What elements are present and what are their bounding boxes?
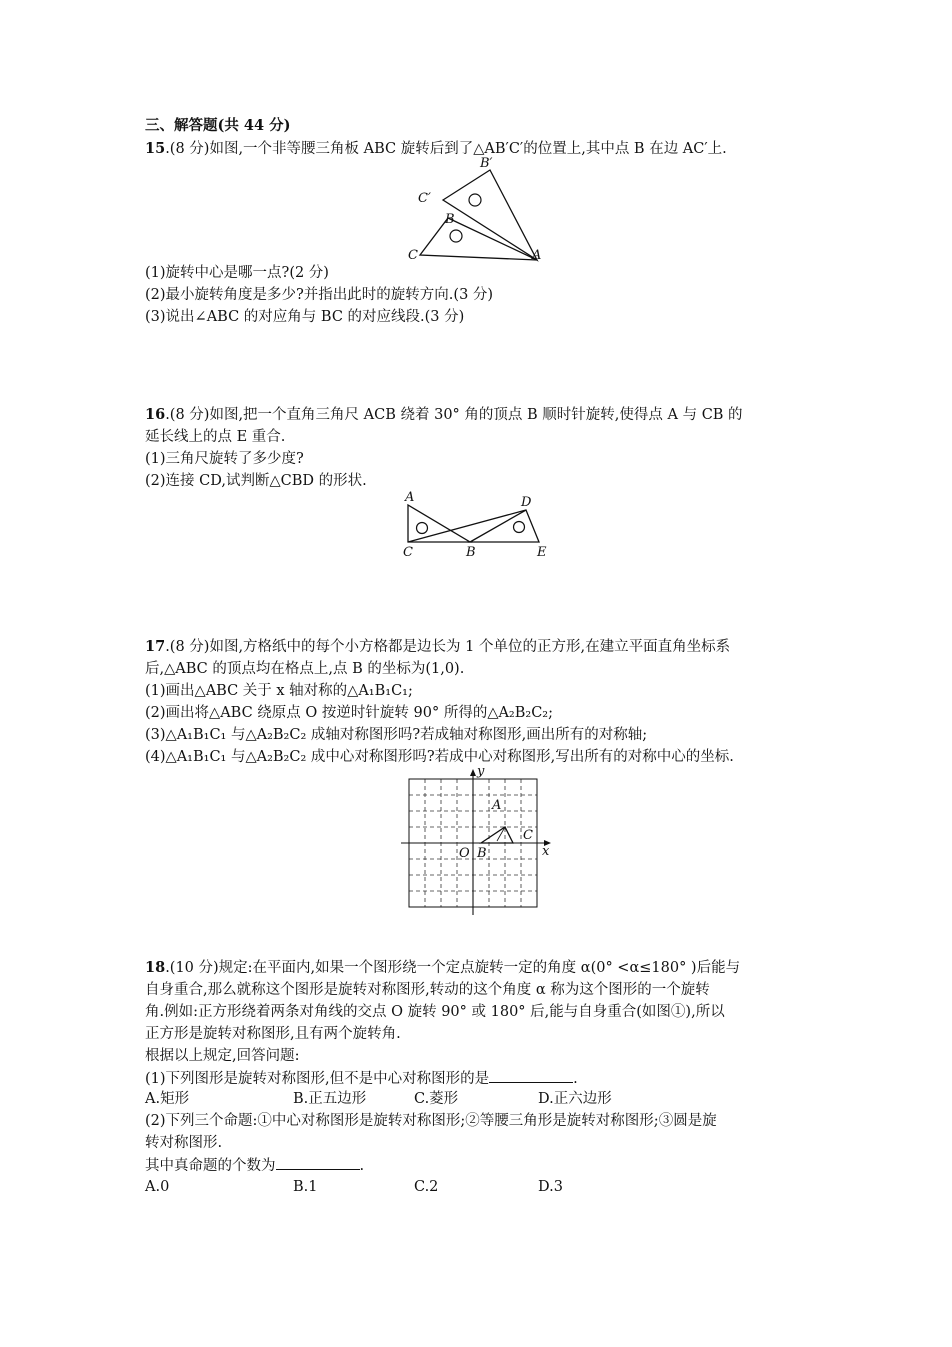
q18-part-2-line-1: (2)下列三个命题:①中心对称图形是旋转对称图形;②等腰三角形是旋转对称图形;③圆是旋: [145, 1113, 717, 1129]
q18-part-1-answer-blank[interactable]: [489, 1068, 573, 1083]
section-heading: 三、解答题(共 44 分): [145, 117, 291, 134]
q15-figure: [400, 155, 560, 265]
q16-line-CD: [408, 510, 526, 542]
q15-part-2: (2)最小旋转角度是多少?并指出此时的旋转方向.(3 分): [145, 287, 494, 303]
q15-number: 15: [145, 140, 166, 157]
q15-part-1: (1)旋转中心是哪一点?(2 分): [145, 265, 329, 281]
q17-label-C: C: [523, 828, 533, 843]
q16-label-B: B: [466, 545, 476, 560]
q17-number: 17: [145, 638, 166, 655]
q16-number: 16: [145, 406, 166, 423]
q17-coordinate-grid: [395, 763, 555, 918]
q18-part-2-end-mark: .: [359, 1158, 365, 1174]
q16-label-C: C: [403, 545, 413, 560]
q15-label-Cp: C′: [418, 191, 431, 206]
q15-stem-text: .(8 分)如图,一个非等腰三角板 ABC 旋转后到了△AB′C′的位置上,其中点 B 在边 AC′上.: [165, 141, 727, 157]
q16-part-1: (1)三角尺旋转了多少度?: [145, 451, 304, 467]
q18-stem-line-4: 正方形是旋转对称图形,且有两个旋转角.: [145, 1026, 401, 1042]
q17-part-4: (4)△A₁B₁C₁ 与△A₂B₂C₂ 成中心对称图形吗?若成中心对称图形,写出所有的对称中心的坐标.: [145, 749, 734, 765]
q16-stem-text: .(8 分)如图,把一个直角三角尺 ACB 绕着 30° 角的顶点 B 顺时针旋转,使得点 A 与 CB 的: [165, 407, 743, 423]
q16-figure: [398, 488, 558, 563]
q16-label-D: D: [521, 495, 532, 510]
q18-p2-option-b: B.1: [293, 1179, 318, 1195]
q17-label-y: y: [477, 764, 485, 779]
q16-part-2: (2)连接 CD,试判断△CBD 的形状.: [145, 473, 367, 489]
q17-part-1: (1)画出△ABC 关于 x 轴对称的△A₁B₁C₁;: [145, 683, 413, 699]
q18-stem-line-1: [145, 958, 740, 978]
q18-part-1: [145, 1068, 578, 1089]
q16-hole-left: [417, 523, 428, 534]
q18-p2-option-c: C.2: [414, 1179, 439, 1195]
q15-label-B: B: [445, 212, 455, 227]
q18-p1-option-a: A.矩形: [145, 1091, 190, 1107]
q18-part-1-end-mark: .: [573, 1071, 578, 1087]
q18-part-2-answer-blank[interactable]: [276, 1155, 360, 1170]
q17-label-A: A: [492, 798, 502, 813]
q18-part-2-line-2: 转对称图形.: [145, 1135, 223, 1151]
q15-label-C: C: [408, 248, 418, 263]
q17-stem-line-1: [145, 637, 730, 657]
q18-part-1-text: (1)下列图形是旋转对称图形,但不是中心对称图形的是: [145, 1071, 490, 1087]
q15-label-A: A: [532, 248, 542, 263]
q16-stem-line-2: 延长线上的点 E 重合.: [145, 429, 286, 445]
q18-stem-line-3: 角.例如:正方形绕着两条对角线的交点 O 旋转 90° 或 180° 后,能与自身重合(如图①),所以: [145, 1004, 725, 1020]
q17-part-3: (3)△A₁B₁C₁ 与△A₂B₂C₂ 成轴对称图形吗?若成轴对称图形,画出所有的对称轴;: [145, 727, 648, 743]
q15-triangle-ABpCp: [443, 170, 537, 260]
q16-triangle-ACB: [408, 505, 470, 542]
q17-label-O: O: [459, 846, 470, 861]
q15-triangle-ABC: [420, 218, 537, 260]
q18-p1-option-b: B.正五边形: [293, 1091, 367, 1107]
q15-hole-bottom: [450, 230, 462, 242]
q17-label-B: B: [477, 846, 487, 861]
q17-stem-text: .(8 分)如图,方格纸中的每个小方格都是边长为 1 个单位的正方形,在建立平面直角坐标系: [165, 639, 731, 655]
q18-part-2-ask-text: 其中真命题的个数为: [145, 1158, 276, 1174]
q15-hole-top: [469, 194, 481, 206]
q16-triangle-DBE: [470, 510, 539, 542]
q18-p2-option-a: A.0: [145, 1179, 170, 1195]
q18-stem-line-2: 自身重合,那么就称这个图形是旋转对称图形,转动的这个角度 α 称为这个图形的一个旋转: [145, 982, 710, 998]
q17-part-2: (2)画出将△ABC 绕原点 O 按逆时针旋转 90° 所得的△A₂B₂C₂;: [145, 705, 554, 721]
q17-stem-line-2: 后,△ABC 的顶点均在格点上,点 B 的坐标为(1,0).: [145, 661, 465, 677]
q18-p1-option-c: C.菱形: [414, 1091, 459, 1107]
q17-label-x: x: [542, 844, 550, 859]
q18-part-2-ask: [145, 1155, 364, 1176]
q18-stem-text: .(10 分)规定:在平面内,如果一个图形绕一个定点旋转一定的角度 α(0° <α≤180° )后能与: [165, 960, 741, 976]
q18-p2-option-d: D.3: [538, 1179, 563, 1195]
q15-part-3: (3)说出∠ABC 的对应角与 BC 的对应线段.(3 分): [145, 309, 465, 325]
q16-label-A: A: [405, 490, 415, 505]
q16-hole-right: [514, 522, 525, 533]
q18-number: 18: [145, 959, 166, 976]
q16-stem-line-1: [145, 405, 743, 425]
q15-label-Bp: B′: [480, 156, 493, 171]
q18-p1-option-d: D.正六边形: [538, 1091, 612, 1107]
q16-label-E: E: [537, 545, 547, 560]
q17-y-axis-arrow: [470, 769, 476, 776]
q18-stem-line-5: 根据以上规定,回答问题:: [145, 1048, 300, 1064]
